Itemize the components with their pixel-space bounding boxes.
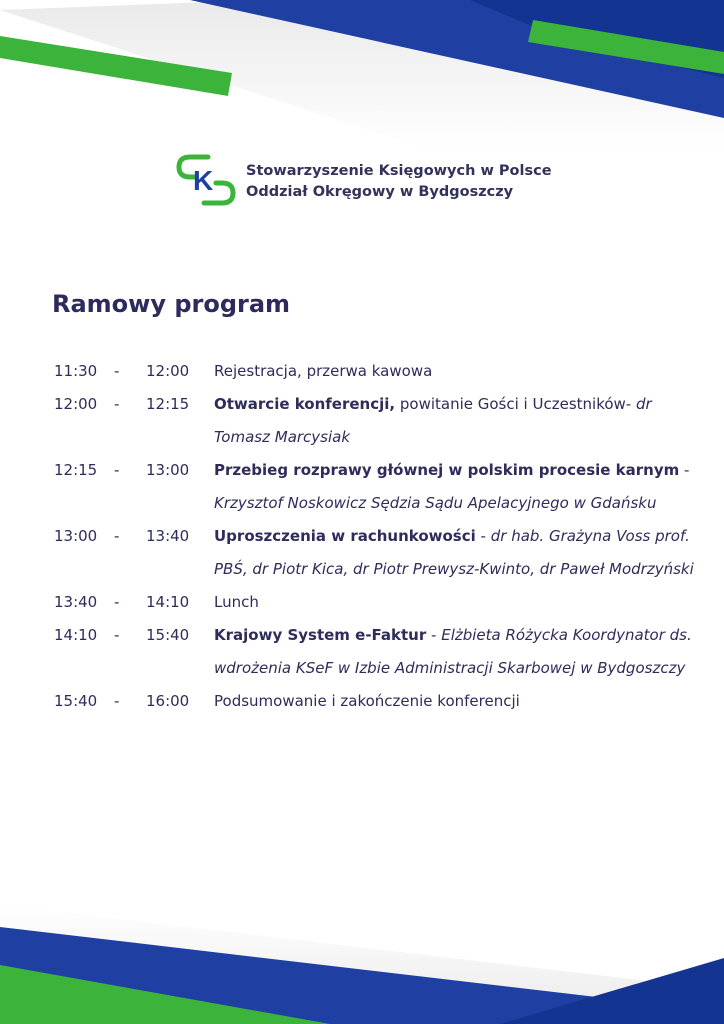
session-speakers: dr Tomasz Marcysiak [214,395,652,446]
program-row [54,586,694,619]
start-time: 13:00 [54,527,98,545]
start-time: 15:40 [54,692,98,710]
session-speakers: Elżbieta Różycka Koordynator ds. wdrożenia KSeF w Izbie Administracji Skarbowej w Bydgoszczy [214,626,692,677]
session-description [214,586,694,619]
organization-name-line1: Stowarzyszenie Księgowych w Polsce [246,163,552,179]
time-separator: - [114,461,120,479]
program-row [54,454,694,520]
start-time: 13:40 [54,593,98,611]
session-description [214,619,694,685]
session-description [214,520,694,586]
start-time: 12:15 [54,461,98,479]
program-row [54,355,694,388]
sk-logo-icon [176,152,236,208]
session-description [214,685,694,718]
session-text: Lunch [214,593,259,611]
page-title: Ramowy program [52,290,291,318]
program-row [54,388,694,454]
end-time: 15:40 [146,626,190,644]
organization-name-line2: Oddział Okręgowy w Bydgoszczy [246,184,514,200]
start-time: 14:10 [54,626,98,644]
start-time: 11:30 [54,362,98,380]
session-title: Otwarcie konferencji, [214,395,396,413]
program-row [54,520,694,586]
end-time: 14:10 [146,593,190,611]
time-separator: - [114,362,120,380]
session-text: powitanie Gości i Uczestników- [395,395,632,413]
session-description [214,454,694,520]
session-description [214,355,694,388]
program-list [54,355,694,718]
session-description [214,388,694,454]
time-separator: - [114,527,120,545]
session-speakers: Krzysztof Noskowicz Sędzia Sądu Apelacyjnego w Gdańsku [214,494,657,512]
organization-name [246,161,552,203]
end-time: 16:00 [146,692,190,710]
session-title: Przebieg rozprawy głównej w polskim procesie karnym [214,461,680,479]
time-separator: - [114,593,120,611]
end-time: 12:00 [146,362,190,380]
session-text: Rejestracja, przerwa kawowa [214,362,433,380]
program-row [54,685,694,718]
session-text: Podsumowanie i zakończenie konferencji [214,692,520,710]
session-title: Krajowy System e-Faktur [214,626,427,644]
session-separator: - [426,626,442,644]
start-time: 12:00 [54,395,98,413]
time-separator: - [114,626,120,644]
end-time: 13:00 [146,461,190,479]
session-speakers: dr hab. Grażyna Voss prof. PBŚ, dr Piotr Kica, dr Piotr Prewysz-Kwinto, dr Paweł Modrzyński [214,527,694,578]
time-separator: - [114,395,120,413]
session-title: Uproszczenia w rachunkowości [214,527,476,545]
time-separator: - [114,692,120,710]
end-time: 13:40 [146,527,190,545]
session-separator: - [475,527,491,545]
svg-text:K: K [193,165,214,196]
session-separator: - [679,461,690,479]
program-row [54,619,694,685]
end-time: 12:15 [146,395,190,413]
